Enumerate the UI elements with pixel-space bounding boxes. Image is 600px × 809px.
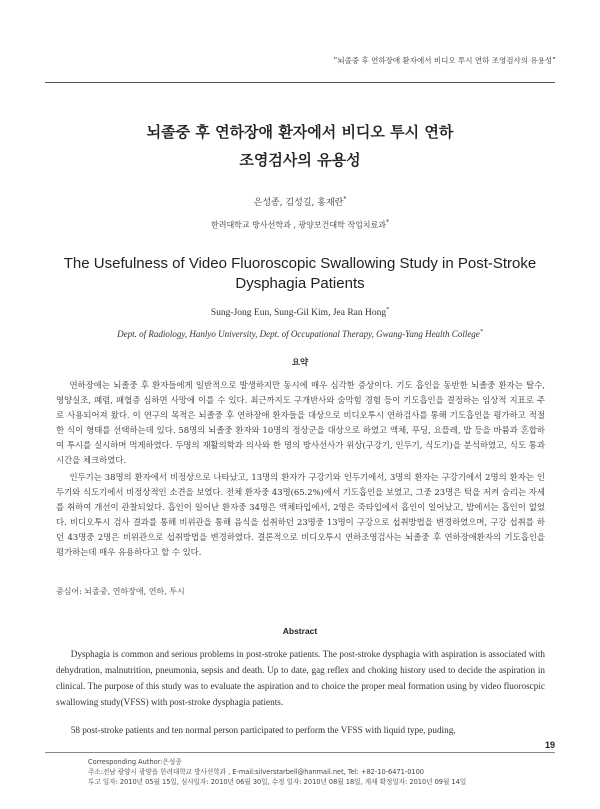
keywords: 중심어: 뇌졸중, 연하장애, 연하, 투시 [56, 587, 185, 596]
english-title-line2: Dysphagia Patients [235, 275, 365, 292]
footer-corresponding-author: Corresponding Author:은성종 [88, 758, 182, 766]
korean-title-line1: 뇌졸중 후 연하장애 환자에서 비디오 투시 연하 [146, 123, 454, 141]
korean-authors-mark: * [343, 196, 347, 203]
footer-address: 주소:전남 광양시 광양읍 한려대학교 방사선학과 , E-mail:silverstarbell@hanmail.net, Tel: +82-10-6471-0100 [88, 768, 424, 776]
english-affiliations-mark: * [479, 329, 483, 335]
korean-title-line2: 조영검사의 유용성 [239, 151, 361, 169]
english-authors-mark: * [386, 307, 390, 313]
english-title-line1: The Usefulness of Video Fluoroscopic Swallowing Study in Post-Stroke [63, 255, 537, 272]
page-number: 19 [544, 740, 555, 750]
korean-affiliations-mark: * [386, 219, 389, 226]
footer-dates: 투고 일자: 2010년 05월 15일, 심사일자: 2010년 06월 30일, 수정 일자: 2010년 08월 18일, 게재 확정일자: 2010년 09월 14일 [88, 778, 467, 786]
english-affiliations-text: Dept. of Radiology, Hanlyo University, Dept. of Occupational Therapy, Gwang-Yang Health College [117, 329, 480, 339]
abstract-en-paragraph: Dysphagia is common and serious problems in post-stroke patients. The post-stroke dysphagia with aspiration is associated with dehydration, malnutrition, pneumonia, sepsis and death. Up to date, gag reflex and choking history used to decide the aspiration in clinical. The purpose of this study was to evaluate the aspiration and to choice the proper meal formation using by video fluoroscpic swallowing study(VFSS) with post-stroke dysphagia patients. [56, 649, 545, 707]
abstract-en-paragraph: 58 post-stroke patients and ten normal person participated to perform the VFSS with liquid type, puding, [70, 725, 456, 735]
korean-affiliations-text: 한려대학교 방사선학과 , 광양보건대학 작업치료과 [210, 220, 386, 230]
footer-rule [45, 752, 555, 753]
abstract-ko-paragraph: 인두기는 38명의 환자에서 비정상으로 나타났고, 13명의 환자가 구강기와 인두기에서, 3명의 환자는 구강기에서 2명의 환자는 인두기와 식도기에서 비정상적인 소견을 보였다. 전체 환자중 43명(65.2%)에서 기도흡인을 보였고, 그중 23명은 턱을 저켜 숨리는 자세를 취하여 개선이 관찰되었다. 흡인이 일어난 환자중 34명은 액체타입에서, 2명은 죽타입에서 흡인이 일어났고, 밥에서는 흡인이 없었다. 비디오투시 검사 결과를 통해 비위관을 통해 음식을 섭취하던 23명중 13명이 구강으로 섭취방법을 변경하였으며, 구강 섭취를 하던 43명중 2명은 비위관으로 섭취방법을 변경하였다. 결론적으로 비디오투시 연하조영검사는 뇌졸중 후 연하장애환자의 기도흡인을 평가하는데 매우 유용하다고 할 수 있다. [56, 472, 545, 557]
abstract-en-heading: Abstract [282, 626, 318, 636]
abstract-ko-paragraph: 연하장애는 뇌졸중 후 환자들에게 일반적으로 발생하지만 동시에 매우 심각한 증상이다. 기도 흡인을 동반한 뇌졸중 환자는 탈수, 영양실조, 폐렴, 패혈증 심하면 사망에 이를 수 있다. 최근까지도 구개반사와 숨막힘 경험 등이 기도흡인을 결정하는 임상적 지표로 주로 사용되어져 왔다. 이 연구의 목적은 뇌졸중 후 연하장애 환자들을 대상으로 비디오투시 연하검사를 통해 기도흡인을 평가하고 적절한 식이 형태를 선택하는데 있다. 58명의 뇌졸중 환자와 10명의 정상군을 대상으로 하였고 액체, 푸딩, 요플레, 밥 등을 바륨과 혼합하여 투시를 실시하며 먹게하였다. 두명의 재활의학과 의사와 한 명의 방사선사가 위상(구강기, 인두기, 식도기)을 분석하였고, 식도 통과시간을 체크하였다. [56, 380, 545, 465]
running-head: “뇌졸중 후 연하장애 환자에서 비디오 투시 연하 조영검사의 유용성” [333, 56, 556, 65]
english-authors [0, 307, 600, 318]
korean-affiliations [0, 219, 600, 231]
abstract-ko-heading: 요약 [291, 358, 309, 368]
english-affiliations [0, 329, 600, 339]
header-rule [45, 82, 555, 83]
korean-authors-text: 은성종, 김성길, 홍재란 [253, 198, 344, 208]
english-authors-text: Sung-Jong Eun, Sung-Gil Kim, Jea Ran Hong [210, 308, 387, 319]
korean-authors [0, 195, 600, 208]
